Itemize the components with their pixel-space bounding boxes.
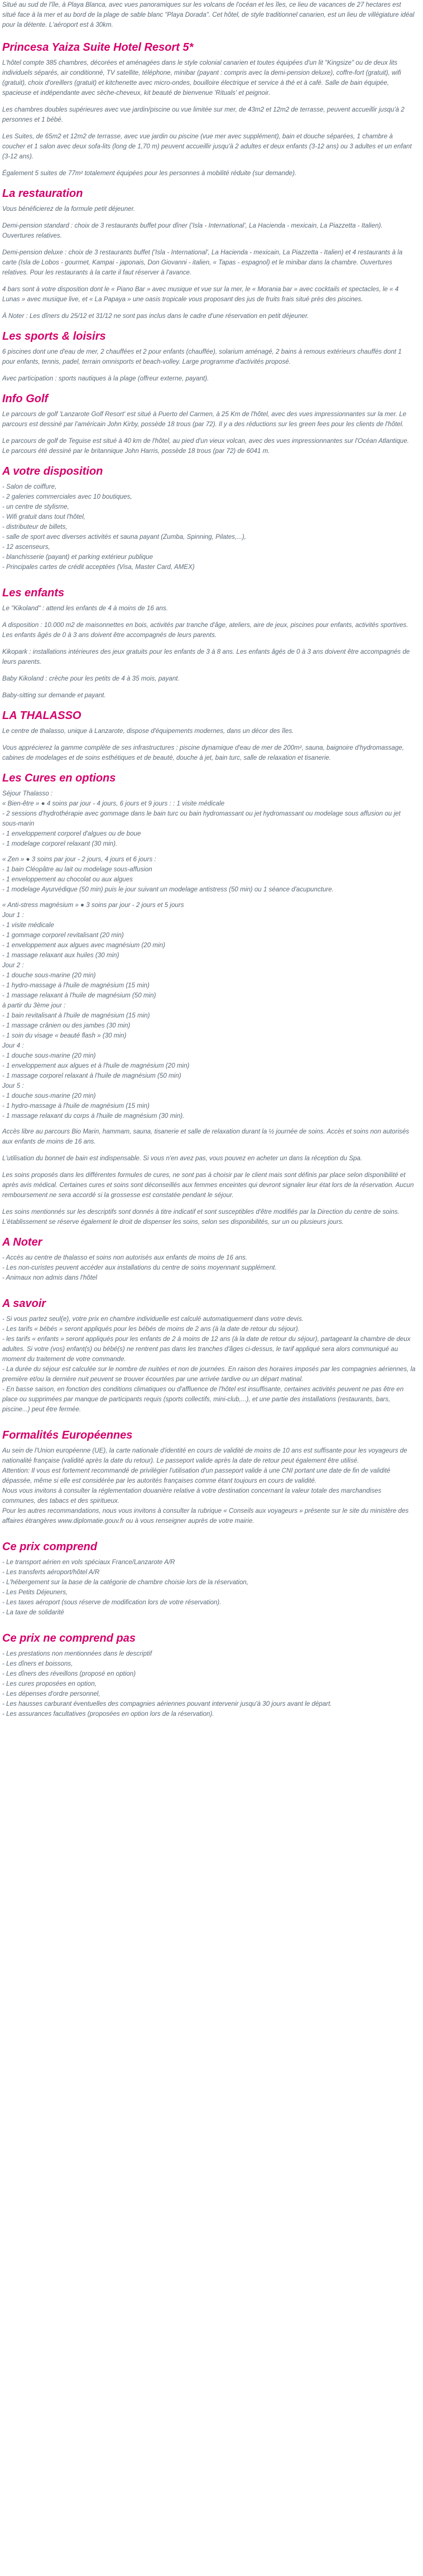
formalites-line: Nous vous invitons à consulter la réglementation douanière relative à votre destination concernant la valeur totale des marchandises communes, des tabacs et des spiritueux.	[2, 1487, 382, 1504]
golf-title: Info Golf	[2, 393, 49, 405]
list-item: - Les tarifs « bébés » seront appliqués pour les bébés de moins de 2 ans (à la date de retour du séjour).	[2, 1325, 300, 1333]
cure-line: Jour 1 :	[2, 911, 24, 919]
hotel-title: Princesa Yaiza Suite Hotel Resort 5*	[2, 41, 194, 54]
restauration-title: La restauration	[2, 187, 83, 200]
list-item: - Les cures proposées en option,	[2, 1680, 97, 1687]
sports-title: Les sports & loisirs	[2, 330, 106, 342]
enfants-paragraph: Baby-sitting sur demande et payant.	[2, 692, 106, 699]
cure-line: - 1 enveloppement corporel d'algues ou de boue	[2, 830, 141, 837]
list-item: - Principales cartes de crédit acceptées (Visa, Master Card, AMEX)	[2, 563, 195, 571]
disposition-section	[2, 464, 416, 578]
asavoir-title: A savoir	[2, 1297, 46, 1310]
hotel-suites-paragraph: Les Suites, de 65m2 et 12m2 de terrasse, avec vue jardin ou piscine (vue mer avec supplément), bain et douche séparées, 1 chambre à coucher et 1 salon avec deux sofa-lits (long de 1,70 m) peuvent accueillir jusqu'à 2 adultes et deux enfants (3-12 ans) ou 3 adultes et un enfant (3-12 ans).	[2, 133, 412, 160]
list-item: - Salon de coiffure,	[2, 483, 57, 490]
cure-line: - 1 hydro-massage à l'huile de magnésium (15 min)	[2, 982, 150, 989]
cure-line: - 1 douche sous-marine (20 min)	[2, 1092, 96, 1099]
cure-line: - 1 bain Cléopâtre au lait ou modelage sous-affusion	[2, 866, 152, 873]
restauration-paragraph: Demi-pension standard : choix de 3 restaurants buffet pour dîner ('Isla - International', La Hacienda - mexicain, La Piazzetta - Italien). Ouvertures relatives.	[2, 222, 383, 239]
enfants-paragraph: Kikopark : installations intérieures des jeux gratuits pour les enfants de 3 à 8 ans. Les enfants âgés de 0 à 3 ans doivent être accompagnés de leurs parents.	[2, 648, 410, 665]
hotel-pmr-suites-paragraph: Également 5 suites de 77m² totalement équipées pour les personnes à mobilité réduite (sur demande).	[2, 170, 297, 177]
enfants-section	[2, 586, 416, 701]
cure-line: - 1 visite médicale	[2, 922, 54, 929]
thalasso-section	[2, 708, 416, 763]
cure-line: « Zen » ● 3 soins par jour - 2 jours, 4 jours et 6 jours :	[2, 856, 156, 863]
hotel-double-rooms-paragraph: Les chambres doubles supérieures avec vue jardin/piscine ou vue limitée sur mer, de 43m2 et 12m2 de terrasse, peuvent accueillir jusqu'à 2 personnes et 1 bébé.	[2, 106, 405, 123]
cure-line: - 1 massage crânien ou des jambes (30 min)	[2, 1022, 131, 1029]
cure-line: - 1 hydro-massage à l'huile de magnésium (15 min)	[2, 1102, 150, 1109]
enfants-paragraph: Le "Kikoland" : attend les enfants de 4 à moins de 16 ans.	[2, 605, 168, 612]
cure-line: - 1 douche sous-marine (20 min)	[2, 972, 96, 979]
list-item: - Le transport aérien en vols spéciaux France/Lanzarote A/R	[2, 1559, 175, 1566]
cure-line: - 1 massage relaxant du corps à l'huile de magnésium (30 min).	[2, 1112, 185, 1120]
cure-line: - 1 enveloppement au chocolat ou aux algues	[2, 876, 133, 883]
cure-line: Jour 4 :	[2, 1042, 24, 1049]
list-item: - Wifi gratuit dans tout l'hôtel,	[2, 513, 86, 520]
prix-comprend-title: Ce prix comprend	[2, 1541, 98, 1553]
cure-line: Jour 2 :	[2, 962, 24, 969]
cure-line: - 1 enveloppement aux algues et à l'huile de magnésium (20 min)	[2, 1062, 190, 1069]
cures-paragraph: L'utilisation du bonnet de bain est indispensable. Si vous n'en avez pas, vous pouvez en acheter un dans la réception du Spa.	[2, 1155, 363, 1162]
cure-line: - 1 modelage Ayurvédique (50 min) puis le jour suivant un modelage antistress (50 min) ou 1 séance d'acupuncture.	[2, 886, 334, 893]
cures-paragraph: Les soins mentionnés sur les descriptifs sont donnés à titre indicatif et sont susceptibles d'être modifiés par la Direction du centre de soins. L'établissement se réserve également le droit de dispenser les soins, selon ses disponibilités, sur un ou plusieurs jours.	[2, 1208, 400, 1226]
hotel-section	[2, 40, 416, 179]
sports-paragraph: Avec participation : sports nautiques à la plage (offreur externe, payant).	[2, 375, 209, 382]
hotel-rooms-paragraph: L'hôtel compte 385 chambres, décorées et aménagées dans le style colonial canarien et toutes équipées d'un lit "Kingsize" ou de deux lits individuels séparés, air conditionné, TV satellite, téléphone, minibar (payant : compris avec la demi-pension deluxe), coffre-fort (gratuit), wifi (gratuit), choix d'oreillers (gratuit) et kitchenette avec micro-ondes, bouilloire électrique et service à thé et à café. Salle de bain équipée, spacieuse et indépendante avec sèche-cheveux, kit beauté de bienvenue 'Rituals' et peignoir.	[2, 59, 401, 97]
anoter-title: A Noter	[2, 1236, 42, 1248]
list-item: - Les dîners des réveillons (proposé en option)	[2, 1670, 136, 1677]
cure-line: - 1 gommage corporel revitalisant (20 min)	[2, 932, 124, 939]
list-item: - Les hausses carburant éventuelles des compagnies aériennes pouvant intervenir jusqu'à 30 jours avant le départ.	[2, 1700, 332, 1707]
list-item: - Les prestations non mentionnées dans le descriptif	[2, 1650, 152, 1657]
list-item: - Les dépenses d'ordre personnel,	[2, 1690, 100, 1697]
list-item: - blanchisserie (payant) et parking extérieur publique	[2, 553, 153, 561]
formalites-line: Au sein de l'Union européenne (UE), la carte nationale d'identité en cours de validité de moins de 10 ans est suffisante pour les voyageurs de nationalité française (validité après la date du retour). Le passeport valide après la date de retour peut également être utilisé.	[2, 1447, 407, 1464]
cures-paragraph: Les soins proposés dans les différentes formules de cures, ne sont pas à choisir par le client mais sont définis par place selon disponibilité et après avis médical. Certaines cures et soins sont déconseillés aux femmes enceintes qui devront signaler leur état lors de la réservation. Aucun remboursement ne sera accordé si la grossesse est constatée pendant le séjour.	[2, 1171, 414, 1199]
list-item: - salle de sport avec diverses activités et sauna payant (Zumba, Spinning, Pilates,...),	[2, 533, 246, 541]
restauration-section	[2, 186, 416, 321]
sports-paragraph: 6 piscines dont une d'eau de mer, 2 chauffées et 2 pour enfants (chauffée), solarium aménagé, 2 bains à remous extérieurs chauffés dont 1 pour enfants, tennis, padel, terrain omnisports et beach-volley. Large programme d'activités proposé.	[2, 348, 402, 365]
cures-title: Les Cures en options	[2, 772, 116, 784]
thalasso-paragraph: Le centre de thalasso, unique à Lanzarote, dispose d'équipements modernes, dans un décor des îles.	[2, 727, 294, 735]
list-item: - distributeur de billets,	[2, 523, 68, 530]
cure-line: - 1 douche sous-marine (20 min)	[2, 1052, 96, 1059]
list-item: - 12 ascenseurs,	[2, 543, 50, 551]
cure-line: - 1 massage relaxant aux huiles (30 min)	[2, 952, 119, 959]
prix-non-comprend-section	[2, 1631, 416, 1719]
cure-line: « Anti-stress magnésium » ● 3 soins par jour - 2 jours et 5 jours	[2, 901, 184, 909]
cure-line: - 1 soin du visage « beauté flash » (30 min)	[2, 1032, 127, 1039]
cure-line: Jour 5 :	[2, 1082, 24, 1089]
golf-paragraph: Le parcours de golf de Teguise est situé à 40 km de l'hôtel, au pied d'un vieux volcan, avec des vues impressionnantes sur l'Océan Atlantique. Le parcours été dessiné par le britannique John Harris, possède 18 trous (par 72) de 6041 m.	[2, 437, 409, 455]
enfants-paragraph: A disposition : 10.000 m2 de maisonnettes en bois, activités par tranche d'âge, ateliers, aire de jeux, piscines pour enfants, activités sportives. Les enfants âgés de 0 à 3 ans doivent être accompagnés de leurs parents.	[2, 621, 408, 639]
cure-line: - 2 sessions d'hydrothérapie avec gommage dans le bain turc ou bain hydromassant ou jet hydromassant ou modelage sous affusion ou jet sous-marin	[2, 810, 401, 827]
restauration-paragraph: À Noter : Les dîners du 25/12 et 31/12 ne sont pas inclus dans le cadre d'une réservation en petit déjeuner.	[2, 312, 309, 320]
thalasso-paragraph: Vous apprécierez la gamme complète de ses infrastructures : piscine dynamique d'eau de mer de 200m², sauna, baignoire d'hydromassage, cabines de modelages et de soins esthétiques et de beauté, douche à jet, bain turc, salle de relaxation et tisanerie.	[2, 744, 404, 761]
prix-comprend-section	[2, 1540, 416, 1623]
restauration-paragraph: Vous bénéficierez de la formule petit déjeuner.	[2, 205, 136, 213]
list-item: - Si vous partez seul(e), votre prix en chambre individuelle est calculé automatiquement dans votre devis.	[2, 1315, 304, 1323]
list-item: - La taxe de solidarité	[2, 1609, 64, 1616]
list-item: - 2 galeries commerciales avec 10 boutiques,	[2, 493, 132, 500]
cures-section	[2, 771, 416, 1227]
formalites-section	[2, 1428, 416, 1532]
intro-paragraph: Situé au sud de l'île, à Playa Blanca, avec vues panoramiques sur les volcans de l'océan et les îles, ce lieu de vacances de 27 hectares est situé face à la mer et au bord de la plage de sable blanc "Playa Dorada". Cet hôtel, de style traditionnel canarien, est un lieu de villégiature idéal pour la détente. L'aéroport est à 30km.	[2, 1, 415, 28]
list-item: - Les non-curistes peuvent accéder aux installations du centre de soins moyennant supplément.	[2, 1264, 277, 1271]
intro-section	[2, 0, 416, 30]
restauration-paragraph: Demi-pension deluxe : choix de 3 restaurants buffet ('Isla - International', La Hacienda - mexicain, La Piazzetta - Italien) et 4 restaurants à la carte (Isla de Lobos - gourmet, Kampai - japonais, Don Giovanni - italien, « Tapas - espagnol) et le minibar dans la chambre. Ouvertures relatives. Pour les restaurants à la carte il faut réserver à l'avance.	[2, 249, 403, 276]
restauration-paragraph: 4 bars sont à votre disposition dont le « Piano Bar » avec musique et vue sur la mer, le « Morania bar » avec cocktails et spectacles, le « 4 Lunas » avec musique live, et « La Papaya » une oasis tropicale vous proposant des jus de fruits frais situé près des piscines.	[2, 286, 399, 303]
asavoir-section	[2, 1296, 416, 1420]
cure-line: - 1 modelage corporel relaxant (30 min).	[2, 840, 118, 847]
formalites-line: Pour les autres recommandations, nous vous invitons à consulter la rubrique « Conseils aux voyageurs » présente sur le site du ministère des affaires étrangères www.diplomatie.gouv.fr ou à vous renseigner auprès de votre mairie.	[2, 1507, 409, 1525]
list-item: - En basse saison, en fonction des conditions climatiques ou d'affluence de l'hôtel est insuffisante, certaines activités peuvent ne pas être en place ou supprimées par manque de participants requis (sports collectifs, mini-club,...), et une partie des installations (restaurants, bars, piscine...) peut être fermée.	[2, 1386, 404, 1413]
cures-paragraph: Accès libre au parcours Bio Marin, hammam, sauna, tisanerie et salle de relaxation durant la ½ journée de soins. Accès et soins non autorisés aux enfants de moins de 16 ans.	[2, 1128, 410, 1145]
list-item: - Les transferts aéroport/hôtel A/R	[2, 1569, 100, 1576]
cure-line: - 1 massage relaxant à l'huile de magnésium (50 min)	[2, 992, 156, 999]
list-item: - Animaux non admis dans l'hôtel	[2, 1274, 97, 1281]
enfants-paragraph: Baby Kikoland : crèche pour les petits de 4 à 35 mois, payant.	[2, 675, 180, 682]
list-item: - Les Petits Déjeuners,	[2, 1589, 68, 1596]
list-item: - les tarifs « enfants » seront appliqués pour les enfants de 2 à moins de 12 ans (à la date de retour du séjour), partageant la chambre de deux adultes. Si votre (vos) enfant(s) ou bébé(s) ne rentrent pas dans les tranches d'âges ci-dessus, le tarif appliqué sera alors communiqué au moment du traitement de votre commande.	[2, 1335, 411, 1363]
list-item: - un centre de stylisme,	[2, 503, 69, 510]
disposition-title: A votre disposition	[2, 465, 103, 477]
formalites-line: Attention: Il vous est fortement recommandé de privilégier l'utilisation d'un passeport valide à une CNI portant une date de fin de validité dépassée, même si elle est considérée par les autorités françaises comme étant toujours en cours de validité.	[2, 1467, 391, 1484]
formalites-title: Formalités Européennes	[2, 1429, 133, 1441]
list-item: - L'hébergement sur la base de la catégorie de chambre choisie lors de la réservation,	[2, 1579, 249, 1586]
sports-section	[2, 329, 416, 384]
anoter-section	[2, 1235, 416, 1289]
prix-non-comprend-title: Ce prix ne comprend pas	[2, 1632, 136, 1644]
golf-paragraph: Le parcours de golf 'Lanzarote Golf Resort' est situé à Puerto del Carmen, à 25 Km de l'hôtel, avec des vues impressionnantes sur la mer. Le parcours est dessiné par l'américain John Kirby, possède 18 trous (par 72). Il y a des réductions sur les green fees pour les clients de l'hôtel.	[2, 411, 407, 428]
enfants-title: Les enfants	[2, 587, 65, 599]
golf-section	[2, 392, 416, 456]
cure-line: - 1 massage corporel relaxant à l'huile de magnésium (50 min)	[2, 1072, 181, 1079]
list-item: - Accès au centre de thalasso et soins non autorisés aux enfants de moins de 16 ans.	[2, 1254, 248, 1261]
list-item: - Les taxes aéroport (sous réserve de modification lors de votre réservation).	[2, 1599, 222, 1606]
thalasso-title: LA THALASSO	[2, 710, 81, 722]
cure-line: à partir du 3ème jour :	[2, 1002, 66, 1009]
cure-line: - 1 enveloppement aux algues avec magnésium (20 min)	[2, 942, 165, 949]
cure-line: Séjour Thalasso :	[2, 790, 53, 797]
list-item: - Les dîners et boissons,	[2, 1660, 73, 1667]
cure-line: - 1 bain revitalisant à l'huile de magnésium (15 min)	[2, 1012, 150, 1019]
cure-line: « Bien-être » ● 4 soins par jour - 4 jours, 6 jours et 9 jours : : 1 visite médicale	[2, 800, 225, 807]
list-item: - Les assurances facultatives (proposées en option lors de la réservation).	[2, 1710, 214, 1718]
list-item: - La durée du séjour est calculée sur le nombre de nuitées et non de journées. En raison des horaires imposés par les compagnies aériennes, la première et/ou la dernière nuit peuvent se trouver écourtées par une arrivée tardive ou un départ matinal.	[2, 1366, 416, 1383]
